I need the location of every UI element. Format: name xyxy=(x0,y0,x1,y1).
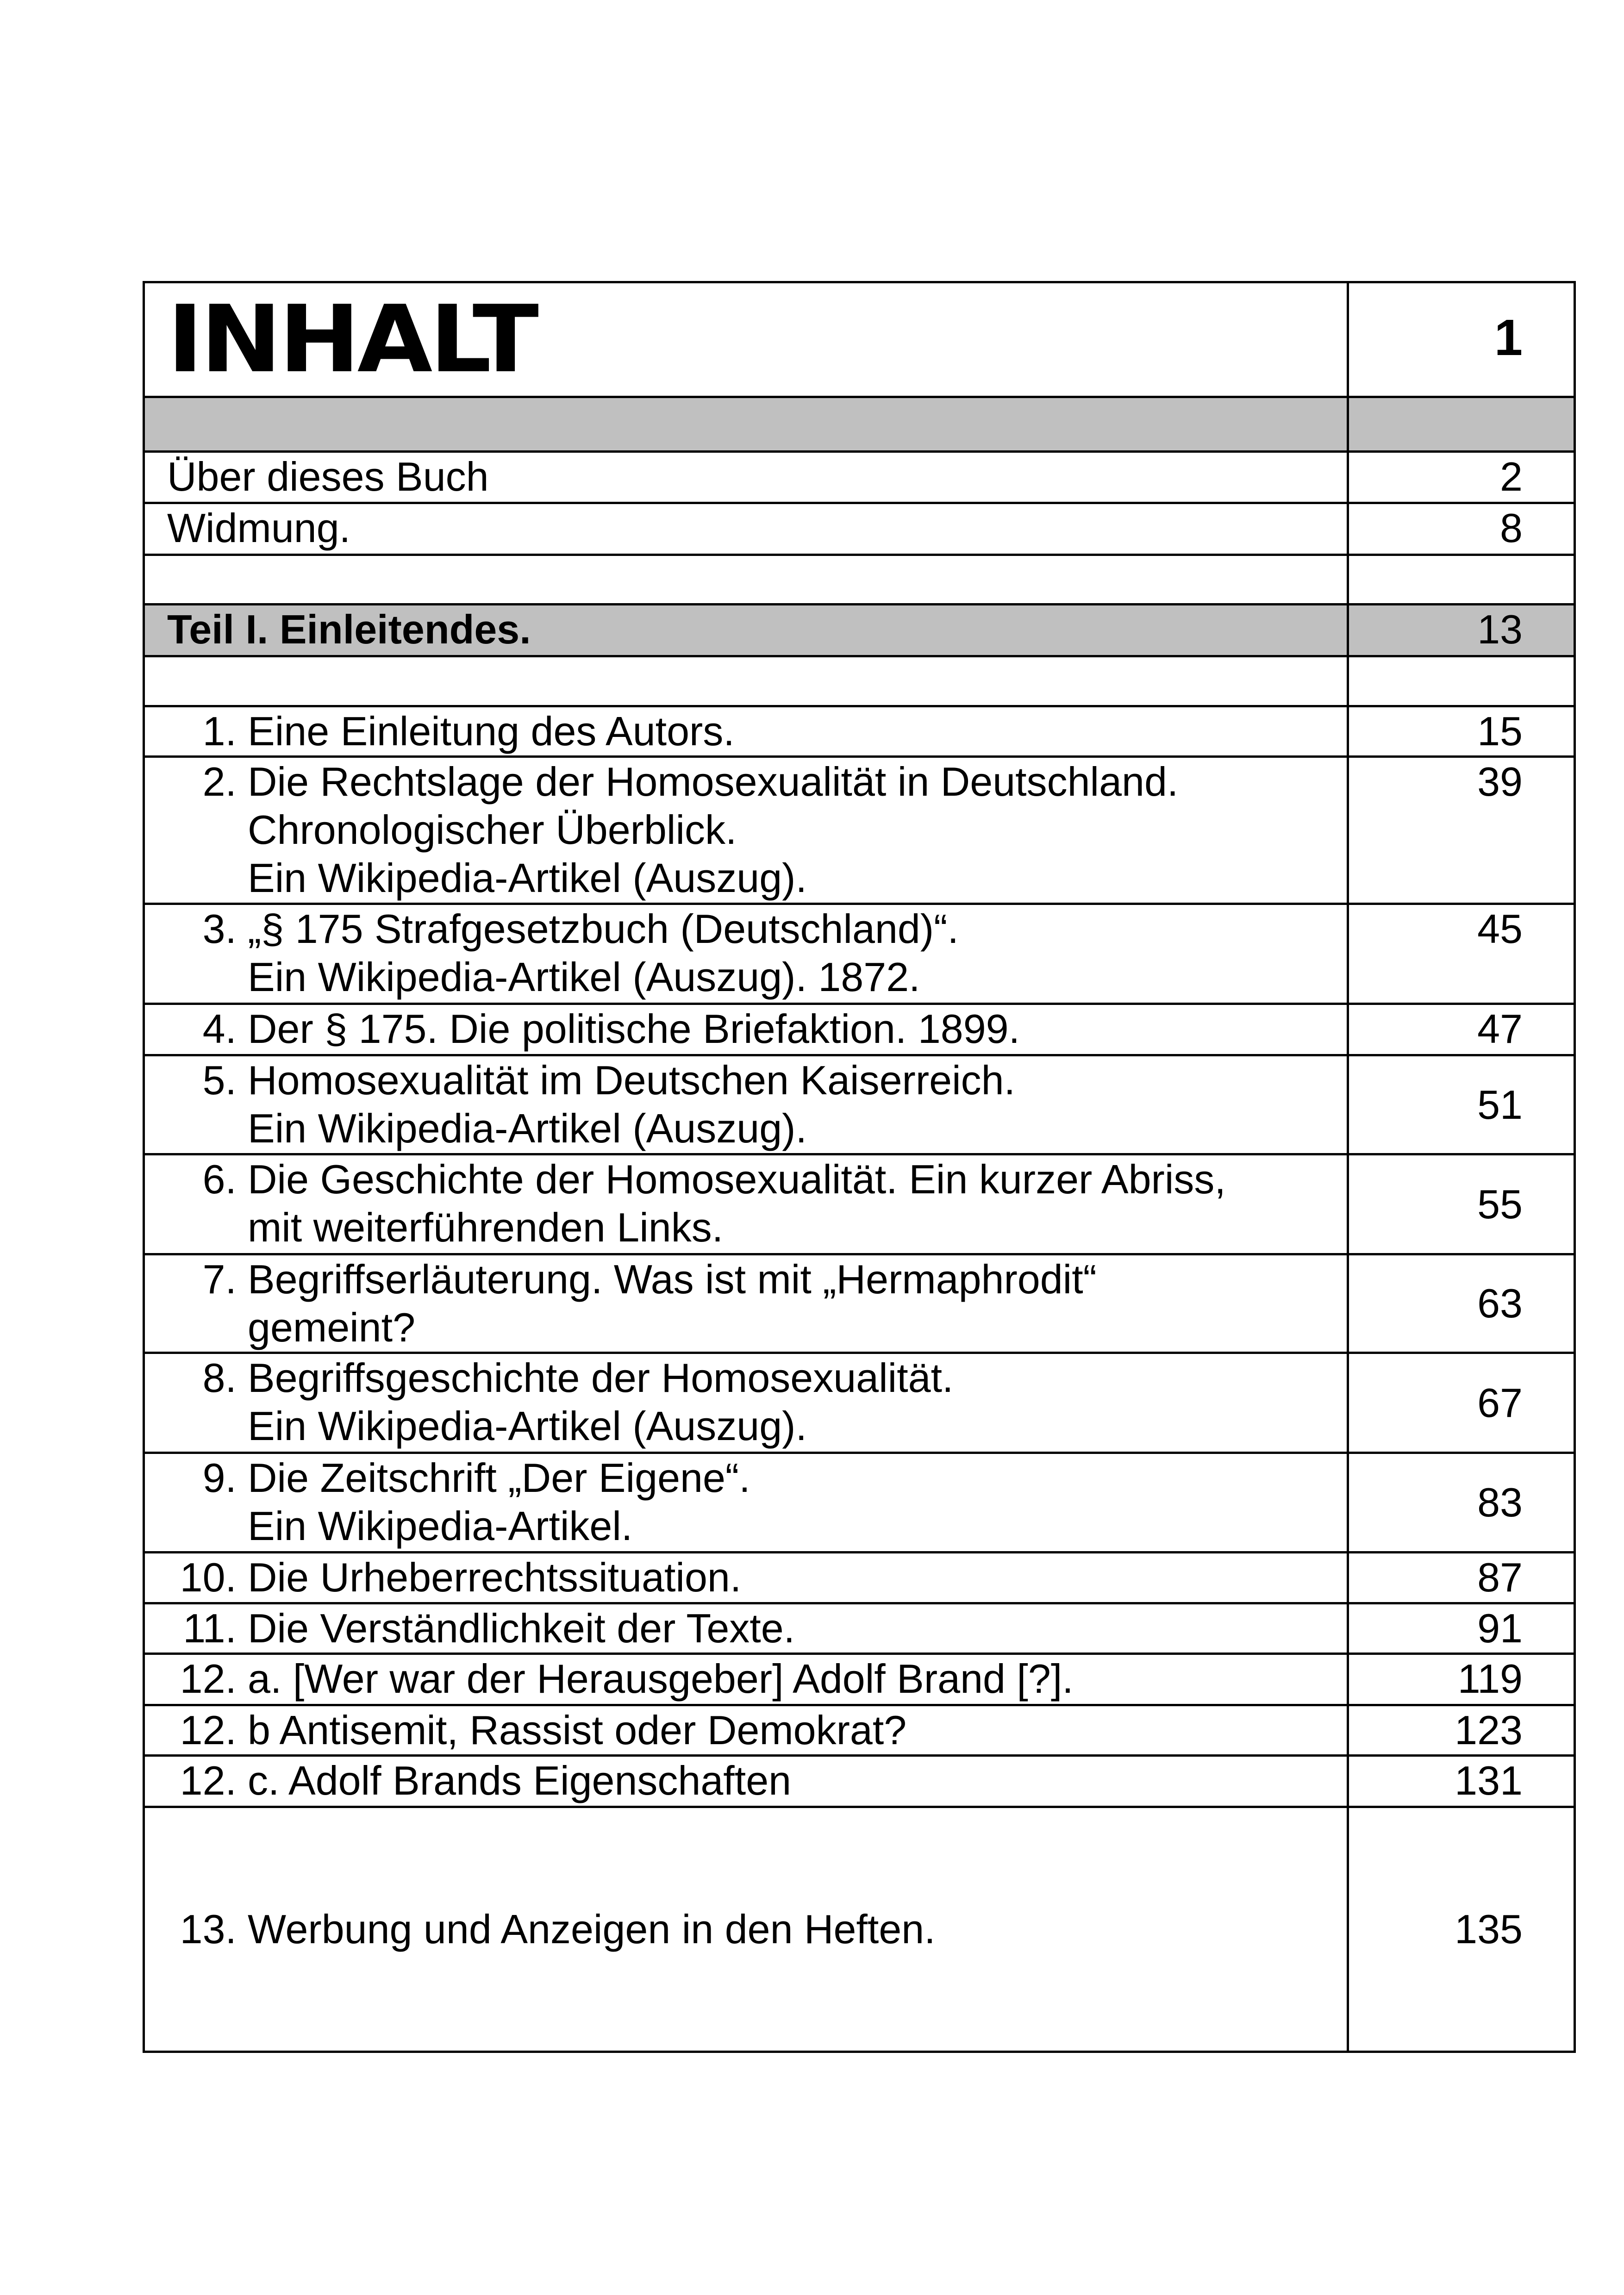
entry-title-line: Ein Wikipedia-Artikel (Auszug). xyxy=(248,1403,807,1449)
entry-title-line: Chronologischer Überblick. xyxy=(248,807,737,853)
entry xyxy=(167,1354,1347,1450)
entry xyxy=(167,1454,1347,1550)
toc-row xyxy=(144,1055,1575,1154)
entry-cell xyxy=(144,1353,1348,1453)
entry-title xyxy=(248,1553,1347,1602)
entry-cell xyxy=(144,1705,1348,1756)
entry-number: 7. xyxy=(202,1256,237,1302)
entry-page: 45 xyxy=(1348,904,1575,1004)
entry-page: 8 xyxy=(1348,503,1575,555)
entry-label: Widmung. xyxy=(144,503,1348,555)
entry-page: 51 xyxy=(1348,1055,1575,1154)
entry-cell xyxy=(144,1654,1348,1705)
entry-title-line: Die Rechtslage der Homosexualität in Deutschland. xyxy=(248,759,1179,804)
toc-row xyxy=(144,452,1575,503)
entry-title-line: mit weiterführenden Links. xyxy=(248,1204,724,1250)
entry-page: 67 xyxy=(1348,1353,1575,1453)
toc-header-row xyxy=(144,282,1575,397)
entry-page: 119 xyxy=(1348,1654,1575,1705)
entry-cell xyxy=(144,1004,1348,1055)
entry xyxy=(167,905,1347,1001)
entry xyxy=(167,1655,1347,1703)
entry-title-line: Die Urheberrechtssituation. xyxy=(248,1554,742,1600)
spacer-row xyxy=(144,656,1575,706)
toc-row xyxy=(144,1353,1575,1453)
entry-title xyxy=(248,1255,1347,1352)
entry-page: 2 xyxy=(1348,452,1575,503)
entry xyxy=(167,1553,1347,1602)
entry-page: 87 xyxy=(1348,1553,1575,1603)
entry-page: 135 xyxy=(1348,1807,1575,2052)
toc-row xyxy=(144,1004,1575,1055)
entry-title-line: a. [Wer war der Herausgeber] Adolf Brand [?]. xyxy=(248,1656,1074,1702)
entry-number: 1. xyxy=(202,708,237,754)
entry-number: 11. xyxy=(183,1605,237,1651)
table-of-contents xyxy=(143,281,1576,2053)
entry-number: 3. xyxy=(202,906,237,952)
entry xyxy=(167,1005,1347,1053)
entry-number: 12. xyxy=(180,1758,237,1803)
entry-page: 83 xyxy=(1348,1453,1575,1553)
entry-cell xyxy=(144,1055,1348,1154)
entry xyxy=(167,1255,1347,1352)
entry-title-line: Der § 175. Die politische Briefaktion. 1899. xyxy=(248,1006,1020,1052)
entry-title xyxy=(248,1454,1347,1550)
entry-title-line: Werbung und Anzeigen in den Heften. xyxy=(248,1906,936,1952)
entry-title-line: Ein Wikipedia-Artikel (Auszug). xyxy=(248,1105,807,1151)
entry-cell xyxy=(144,1807,1348,2052)
entry-title-line: Eine Einleitung des Autors. xyxy=(248,708,735,754)
entry-title xyxy=(248,1757,1347,1805)
entry-title-line: Ein Wikipedia-Artikel (Auszug). 1872. xyxy=(248,954,920,1000)
entry-title-line: Die Verständlichkeit der Texte. xyxy=(248,1605,795,1651)
spacer-row xyxy=(144,555,1575,605)
entry-title-line: Begriffsgeschichte der Homosexualität. xyxy=(248,1355,954,1401)
entry-title xyxy=(248,1655,1347,1703)
entry-title-line: gemeint? xyxy=(248,1304,416,1350)
toc-row xyxy=(144,757,1575,904)
entry xyxy=(167,1706,1347,1754)
toc-row xyxy=(144,1254,1575,1353)
entry-number: 4. xyxy=(202,1006,237,1052)
entry-title xyxy=(248,1905,1347,1953)
entry-number: 8. xyxy=(202,1355,237,1401)
entry-title xyxy=(248,1706,1347,1754)
entry-number: 12. xyxy=(180,1707,237,1753)
entry-title xyxy=(248,1005,1347,1053)
entry-cell xyxy=(144,1453,1348,1553)
toc-row xyxy=(144,1154,1575,1254)
toc-row xyxy=(144,1807,1575,2052)
entry-page: 39 xyxy=(1348,757,1575,904)
toc-row xyxy=(144,1654,1575,1705)
entry-title xyxy=(248,1155,1347,1252)
entry-title-line: Ein Wikipedia-Artikel (Auszug). xyxy=(248,855,807,901)
entry-title xyxy=(248,905,1347,1001)
entry-title-line: b Antisemit, Rassist oder Demokrat? xyxy=(248,1707,907,1753)
entry-page: 55 xyxy=(1348,1154,1575,1254)
entry-page: 131 xyxy=(1348,1756,1575,1807)
entry-cell xyxy=(144,1603,1348,1654)
entry-title-line: c. Adolf Brands Eigenschaften xyxy=(248,1758,792,1803)
toc-row xyxy=(144,1705,1575,1756)
entry-number: 9. xyxy=(202,1455,237,1501)
entry-title xyxy=(248,707,1347,755)
entry-title xyxy=(248,1604,1347,1653)
entry xyxy=(167,1155,1347,1252)
entry-number: 12. xyxy=(180,1656,237,1702)
entry-cell xyxy=(144,1756,1348,1807)
entry-number: 5. xyxy=(202,1057,237,1103)
entry-cell xyxy=(144,1553,1348,1603)
entry-page: 123 xyxy=(1348,1705,1575,1756)
entry-cell xyxy=(144,1154,1348,1254)
toc-row xyxy=(144,904,1575,1004)
entry xyxy=(167,1604,1347,1653)
entry-title xyxy=(248,1354,1347,1450)
entry xyxy=(167,707,1347,755)
toc-title: INHALT xyxy=(167,285,536,393)
part-page: 13 xyxy=(1348,605,1575,656)
spacer-row xyxy=(144,397,1575,452)
entry xyxy=(167,1056,1347,1153)
entry-page: 47 xyxy=(1348,1004,1575,1055)
entry-label: Über dieses Buch xyxy=(144,452,1348,503)
entry-page: 63 xyxy=(1348,1254,1575,1353)
entry-title xyxy=(248,758,1347,902)
entry-cell xyxy=(144,904,1348,1004)
toc-row xyxy=(144,503,1575,555)
part-label: Teil I. Einleitendes. xyxy=(144,605,1348,656)
entry-page: 91 xyxy=(1348,1603,1575,1654)
entry xyxy=(167,1757,1347,1805)
entry-title-line: Die Zeitschrift „Der Eigene“. xyxy=(248,1455,750,1501)
entry-title-line: Homosexualität im Deutschen Kaiserreich. xyxy=(248,1057,1016,1103)
entry xyxy=(167,758,1347,902)
entry xyxy=(167,1905,1347,1953)
entry-title-line: „§ 175 Strafgesetzbuch (Deutschland)“. xyxy=(248,906,959,952)
entry-title-line: Begriffserläuterung. Was ist mit „Hermaphrodit“ xyxy=(248,1256,1097,1302)
entry-number: 10. xyxy=(180,1554,237,1600)
entry-title-line: Die Geschichte der Homosexualität. Ein kurzer Abriss, xyxy=(248,1156,1226,1202)
entry-cell xyxy=(144,757,1348,904)
entry-cell xyxy=(144,1254,1348,1353)
toc-title-page: 1 xyxy=(1494,309,1523,366)
toc-row xyxy=(144,1453,1575,1553)
entry-cell xyxy=(144,706,1348,757)
toc-row xyxy=(144,1553,1575,1603)
toc-row xyxy=(144,706,1575,757)
toc-row xyxy=(144,1756,1575,1807)
entry-number: 6. xyxy=(202,1156,237,1202)
entry-number: 2. xyxy=(202,759,237,804)
entry-number: 13. xyxy=(180,1906,237,1952)
entry-title xyxy=(248,1056,1347,1153)
entry-page: 15 xyxy=(1348,706,1575,757)
part-row xyxy=(144,605,1575,656)
toc-row xyxy=(144,1603,1575,1654)
entry-title-line: Ein Wikipedia-Artikel. xyxy=(248,1503,633,1549)
